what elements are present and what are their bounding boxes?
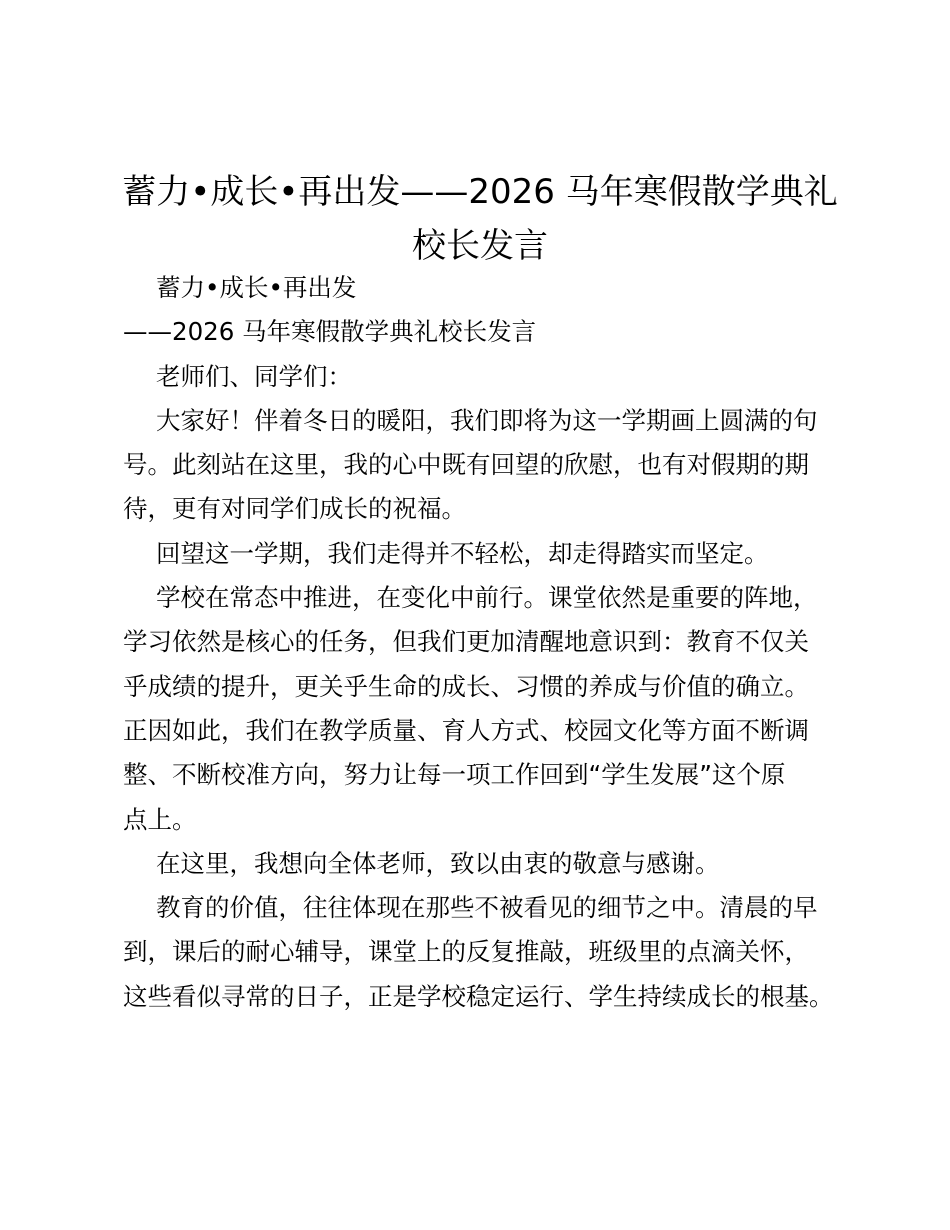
text-line: 教育的价值，往往体现在那些不被看见的细节之中。清晨的早 bbox=[156, 893, 818, 923]
title-line-1: 蓄力•成长•再出发——2026 马年寒假散学典礼 bbox=[122, 172, 838, 212]
text-line: 这些看似寻常的日子，正是学校稳定运行、学生持续成长的根基。 bbox=[123, 981, 834, 1011]
text-line: 学习依然是核心的任务，但我们更加清醒地意识到：教育不仅关 bbox=[123, 627, 809, 657]
text-line: 回望这一学期，我们走得并不轻松，却走得踏实而坚定。 bbox=[156, 538, 769, 568]
title-line-2: 校长发言 bbox=[412, 226, 548, 266]
text-line: 乎成绩的提升，更关乎生命的成长、习惯的养成与价值的确立。 bbox=[123, 671, 809, 701]
text-line: 在这里，我想向全体老师，致以由衷的敬意与感谢。 bbox=[156, 848, 720, 878]
text-line: 待，更有对同学们成长的祝福。 bbox=[123, 494, 466, 524]
text-line: 老师们、同学们： bbox=[156, 361, 352, 391]
text-line: 学校在常态中推进，在变化中前行。课堂依然是重要的阵地， bbox=[156, 583, 818, 613]
document-title bbox=[100, 165, 860, 273]
text-line: 蓄力•成长•再出发 bbox=[156, 273, 357, 302]
text-line: ——2026 马年寒假散学典礼校长发言 bbox=[123, 317, 537, 347]
document-body bbox=[123, 266, 863, 1019]
text-line: 到，课后的耐心辅导，课堂上的反复推敲，班级里的点滴关怀， bbox=[123, 937, 809, 967]
text-line: 整、不断校准方向，努力让每一项工作回到“学生发展”这个原 bbox=[123, 760, 786, 790]
text-line: 大家好！伴着冬日的暖阳，我们即将为这一学期画上圆满的句 bbox=[156, 405, 818, 435]
text-line: 号。此刻站在这里，我的心中既有回望的欣慰，也有对假期的期 bbox=[123, 450, 809, 480]
text-line: 正因如此，我们在教学质量、育人方式、校园文化等方面不断调 bbox=[123, 715, 809, 745]
text-line: 点上。 bbox=[123, 804, 197, 834]
